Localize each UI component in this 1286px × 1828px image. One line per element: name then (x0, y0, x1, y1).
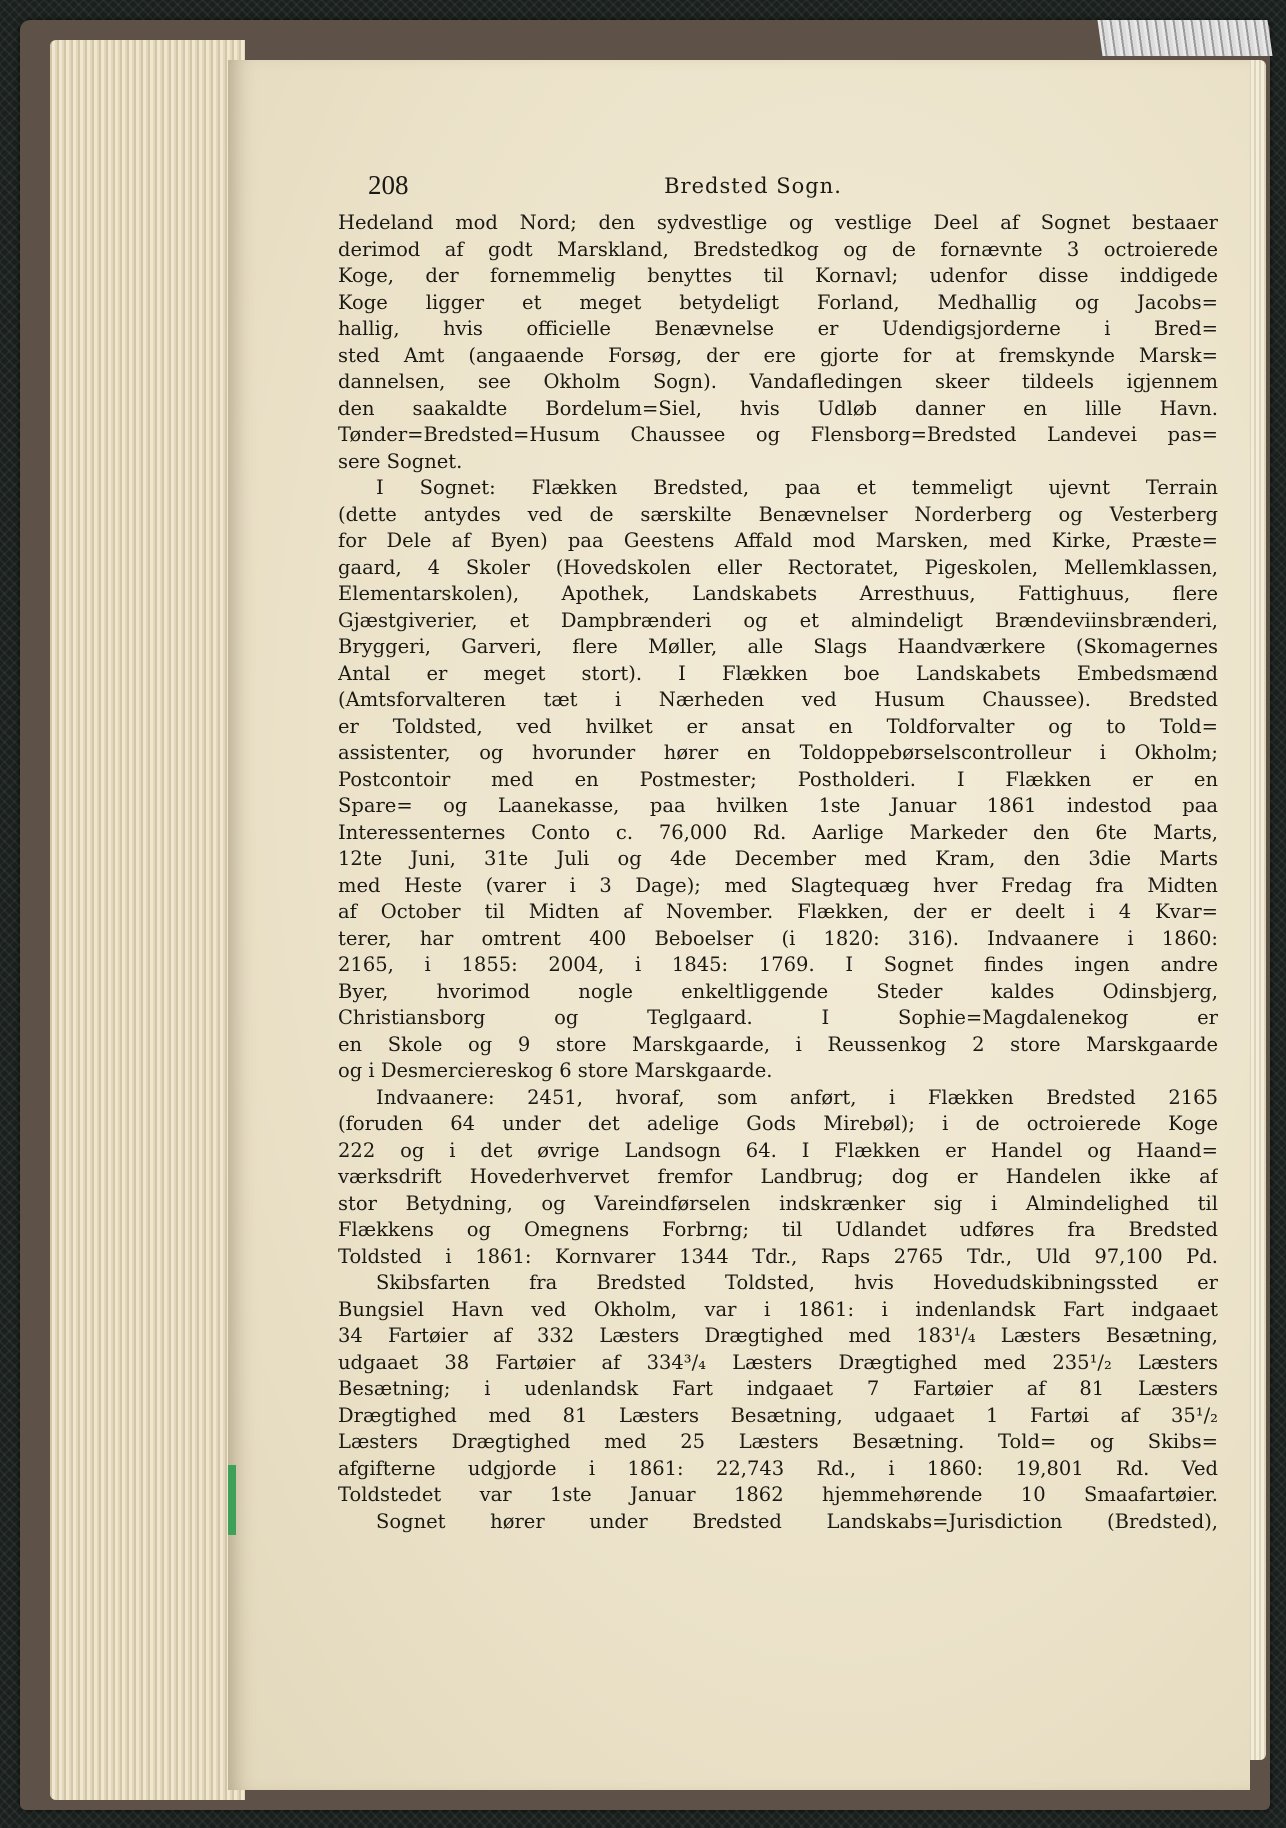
text-line: (Amtsforvalteren tæt i Nærheden ved Husum Chaussee). Bredsted (338, 688, 1218, 711)
text-line: Elementarskolen), Apothek, Landskabets Arresthuus, Fattighuus, flere (338, 582, 1218, 605)
text-line: Skibsfarten fra Bredsted Toldsted, hvis Hovedudskibningssted er (376, 1271, 1218, 1294)
text-line: Tønder=Bredsted=Husum Chaussee og Flensborg=Bredsted Landevei pas= (338, 423, 1218, 446)
page-number: 208 (368, 170, 409, 200)
text-line: en Skole og 9 store Marskgaarde, i Reussenkog 2 store Marskgaarde (338, 1032, 1218, 1056)
text-line: for Dele af Byen) paa Geestens Affald mod Marsken, med Kirke, Præste= (338, 529, 1218, 552)
text-line: Toldstedet var 1ste Januar 1862 hjemmehørende 10 Smaafartøier. (338, 1483, 1218, 1506)
text-line: Bungsiel Havn ved Okholm, var i 1861: i indenlandsk Fart indgaaet (338, 1297, 1218, 1321)
text-line: sere Sognet. (338, 449, 463, 473)
text-line: Koge, der fornemmelig benyttes til Kornavl; udenfor disse inddigede (338, 264, 1218, 287)
left-page-edges (50, 40, 245, 1800)
text-line: er Toldsted, ved hvilket er ansat en Toldforvalter og to Told= (338, 714, 1218, 738)
text-line: Koge ligger et meget betydeligt Forland, Medhallig og Jacobs= (338, 290, 1218, 314)
text-line: med Heste (varer i 3 Dage); med Slagtequæg hver Fredag fra Midten (338, 873, 1218, 897)
text-line: (dette antydes ved de særskilte Benævnelser Norderberg og Vesterberg (338, 502, 1218, 526)
text-line: stor Betydning, og Vareindførselen indskrænker sig i Almindelighed til (338, 1191, 1218, 1215)
text-line: 2165, i 1855: 2004, i 1845: 1769. I Sognet findes ingen andre (338, 953, 1218, 976)
text-line: dannelsen, see Okholm Sogn). Vandafledingen skeer tildeels igjennem (338, 370, 1218, 393)
text-line: Spare= og Laanekasse, paa hvilken 1ste Januar 1861 indestod paa (338, 794, 1218, 817)
text-line: hallig, hvis officielle Benævnelse er Udendigsjorderne i Bred= (338, 317, 1218, 340)
text-line: Sognet hører under Bredsted Landskabs=Jurisdiction (Bredsted), (376, 1509, 1218, 1533)
text-line: afgifterne udgjorde i 1861: 22,743 Rd., i 1860: 19,801 Rd. Ved (338, 1456, 1218, 1480)
text-line: Drægtighed med 81 Læsters Besætning, udgaaet 1 Fartøi af 35¹/₂ (338, 1403, 1218, 1427)
text-line: Indvaanere: 2451, hvoraf, som anført, i Flækken Bredsted 2165 (376, 1085, 1218, 1109)
text-line: udgaaet 38 Fartøier af 334³/₄ Læsters Drægtighed med 235¹/₂ Læsters (338, 1350, 1218, 1374)
text-line: 222 og i det øvrige Landsogn 64. I Flækken er Handel og Haand= (338, 1138, 1218, 1162)
text-line: Gjæstgiverier, et Dampbrænderi og et almindeligt Brændeviinsbrænderi, (338, 608, 1218, 632)
text-line: og i Desmerciereskog 6 store Marskgaarde. (338, 1059, 773, 1082)
text-line: Hedeland mod Nord; den sydvestlige og vestlige Deel af Sognet bestaaer (338, 211, 1218, 234)
text-line: Flækkens og Omegnens Forbrng; til Udlandet udføres fra Bredsted (338, 1218, 1218, 1241)
text-line: Læsters Drægtighed med 25 Læsters Besætning. Told= og Skibs= (338, 1430, 1218, 1453)
text-line: Christiansborg og Teglgaard. I Sophie=Magdalenekog er (338, 1006, 1218, 1029)
page-header (368, 170, 1138, 210)
text-line: (foruden 64 under det adelige Gods Mirebøl); i de octroierede Koge (338, 1112, 1218, 1135)
text-line: Interessenternes Conto c. 76,000 Rd. Aarlige Markeder den 6te Marts, (338, 820, 1218, 844)
text-line: sted Amt (angaaende Forsøg, der ere gjorte for at fremskynde Marsk= (338, 343, 1218, 367)
text-line: værksdrift Hovederhvervet fremfor Landbrug; dog er Handelen ikke af (338, 1165, 1218, 1188)
running-head: Bredsted Sogn. (664, 174, 842, 198)
text-line: derimod af godt Marskland, Bredstedkog og de fornævnte 3 octroierede (338, 237, 1218, 261)
text-line: 12te Juni, 31te Juli og 4de December med Kram, den 3die Marts (338, 847, 1218, 870)
text-line: den saakaldte Bordelum=Siel, hvis Udløb danner en lille Havn. (338, 396, 1218, 420)
text-line: gaard, 4 Skoler (Hovedskolen eller Rectoratet, Pigeskolen, Mellemklassen, (338, 555, 1218, 579)
bookmark-ribbon (1097, 20, 1272, 56)
body-text (338, 210, 1218, 1535)
text-line: 34 Fartøier af 332 Læsters Drægtighed med 183¹/₄ Læsters Besætning, (338, 1324, 1218, 1347)
green-marker-tab (228, 1465, 236, 1535)
text-line: Postcontoir med en Postmester; Postholderi. I Flækken er en (338, 767, 1218, 791)
text-line: terer, har omtrent 400 Beboelser (i 1820: 316). Indvaanere i 1860: (338, 926, 1218, 950)
text-line: Byer, hvorimod nogle enkeltliggende Steder kaldes Odinsbjerg, (338, 979, 1218, 1003)
text-line: Antal er meget stort). I Flækken boe Landskabets Embedsmænd (338, 661, 1218, 685)
text-line: assistenter, og hvorunder hører en Toldoppebørselscontrolleur i Okholm; (338, 741, 1218, 764)
book-page (228, 60, 1250, 1790)
text-line: Bryggeri, Garveri, flere Møller, alle Slags Haandværkere (Skomagernes (338, 635, 1218, 658)
text-line: Toldsted i 1861: Kornvarer 1344 Tdr., Raps 2765 Tdr., Uld 97,100 Pd. (338, 1244, 1218, 1268)
text-line: af October til Midten af November. Flækken, der er deelt i 4 Kvar= (338, 900, 1218, 923)
text-line: Besætning; i udenlandsk Fart indgaaet 7 Fartøier af 81 Læsters (338, 1377, 1218, 1400)
text-line: I Sognet: Flækken Bredsted, paa et temmeligt ujevnt Terrain (376, 476, 1218, 499)
